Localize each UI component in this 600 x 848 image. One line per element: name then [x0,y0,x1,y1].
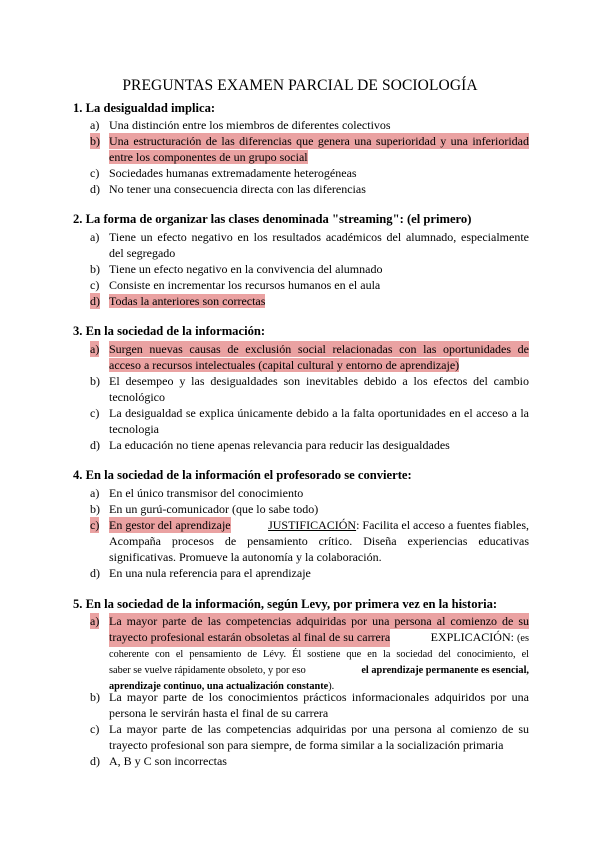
option-label: a) [90,342,100,356]
document-title: PREGUNTAS EXAMEN PARCIAL DE SOCIOLOGÍA [122,77,478,94]
option-label: b) [90,374,100,388]
question-3-heading: 3. En la sociedad de la información: [73,324,266,338]
option-label: c) [90,518,100,532]
option-label: a) [90,486,100,500]
option-text-line: persona le servirán hasta el final de su carrera [109,706,329,720]
option-text-line: Tiene un efecto negativo en los resultados académicos del alumnado, especialmente [109,230,529,244]
option-label: a) [90,230,100,244]
explanation-label: EXPLICACIÓN: [430,630,514,644]
question-4-heading: 4. En la sociedad de la información el profesorado se convierte: [73,468,412,482]
option-label: c) [90,722,100,736]
explanation-line: saber se vuelve rápidamente obsoleto, y por eso [109,665,306,676]
option-label: d) [90,294,100,308]
option-text-line: La desigualdad se explica únicamente debido a la falta oportunidades en el acceso a la [109,406,529,420]
option-text: La educación no tiene apenas relevancia para reducir las desigualdades [109,438,450,452]
option-label: a) [90,614,100,628]
option-label: b) [90,502,100,516]
option-text-line: tecnológico [109,390,165,404]
justification-label: JUSTIFICACIÓN [268,518,357,532]
option-text: En una nula referencia para el aprendizaje [109,566,311,580]
option-text: Una distinción entre los miembros de diferentes colectivos [109,118,391,132]
option-text-line: significativas. Promueve la autonomía y la colaboración. [109,550,382,564]
option-text-line: El desempeo y las desigualdades son inevitables debido a los efectos del cambio [109,374,529,388]
option-text-line: La mayor parte de los conocimientos prácticos informacionales adquiridos por una [109,690,529,704]
option-text-line: del segregado [109,246,176,260]
option-text-line: entre los componentes de un grupo social [109,150,308,164]
option-text-line: Una estructuración de las diferencias que genera una superioridad y una inferioridad [109,134,529,148]
option-text-line: trayecto profesional estarán obsoletas al final de su carrera [109,629,390,647]
option-text-line: trayecto profesional son para siempre, de forma similar a la socialización primaria [109,738,504,752]
option-label: c) [90,278,100,292]
explanation-bold: aprendizaje continuo, una actualización constante [109,681,329,692]
option-label: b) [90,134,100,148]
explanation-close: ). [328,681,335,692]
option-text: Tiene un efecto negativo en la convivencia del alumnado [109,262,383,276]
option-text-line: La mayor parte de las competencias adquiridas por una persona al comienzo de su [109,614,529,628]
option-text: A, B y C son incorrectas [109,754,227,768]
option-text: No tener una consecuencia directa con las diferencias [109,182,366,196]
option-label: b) [90,690,100,704]
option-text: Todas la anteriores son correctas [109,294,266,308]
option-text: En un gurú-comunicador (que lo sabe todo) [109,502,319,516]
explanation-line: coherente con el pensamiento de Lévy. Él sostiene que en la sociedad del conocimiento, el [109,649,529,660]
option-text-line: Acompaña procesos de pensamiento crítico. Diseña experiencias educativas [109,534,529,548]
option-label: d) [90,182,100,196]
option-text: En gestor del aprendizaje [109,518,231,532]
option-text-line: Surgen nuevas causas de exclusión social relacionadas con las oportunidades de [109,342,529,356]
option-text: En el único transmisor del conocimiento [109,486,304,500]
option-label: c) [90,406,100,420]
explanation-open: (es [516,633,529,644]
option-label: d) [90,438,100,452]
option-label: a) [90,118,100,132]
option-label: d) [90,754,100,768]
option-label: b) [90,262,100,276]
option-label: c) [90,166,100,180]
option-text-line: tecnologia [109,422,159,436]
question-2-heading: 2. La forma de organizar las clases denominada "streaming": (el primero) [73,212,472,226]
explanation-bold: el aprendizaje permanente es esencial, [361,665,529,676]
question-5-heading: 5. En la sociedad de la información, según Levy, por primera vez en la historia: [73,597,498,611]
option-text: Sociedades humanas extremadamente heterogéneas [109,166,357,180]
option-label: d) [90,566,100,580]
option-text-line: acceso a recursos intelectuales (capital cultural y entorno de aprendizaje) [109,358,460,372]
option-text-line: La mayor parte de las competencias adquiridas por una persona al comienzo de su [109,722,529,736]
option-text: Consiste en incrementar los recursos humanos en el aula [109,278,381,292]
question-1-heading: 1. La desigualdad implica: [73,101,216,115]
justification-text: : Facilita el acceso a fuentes fiables, [356,518,529,532]
